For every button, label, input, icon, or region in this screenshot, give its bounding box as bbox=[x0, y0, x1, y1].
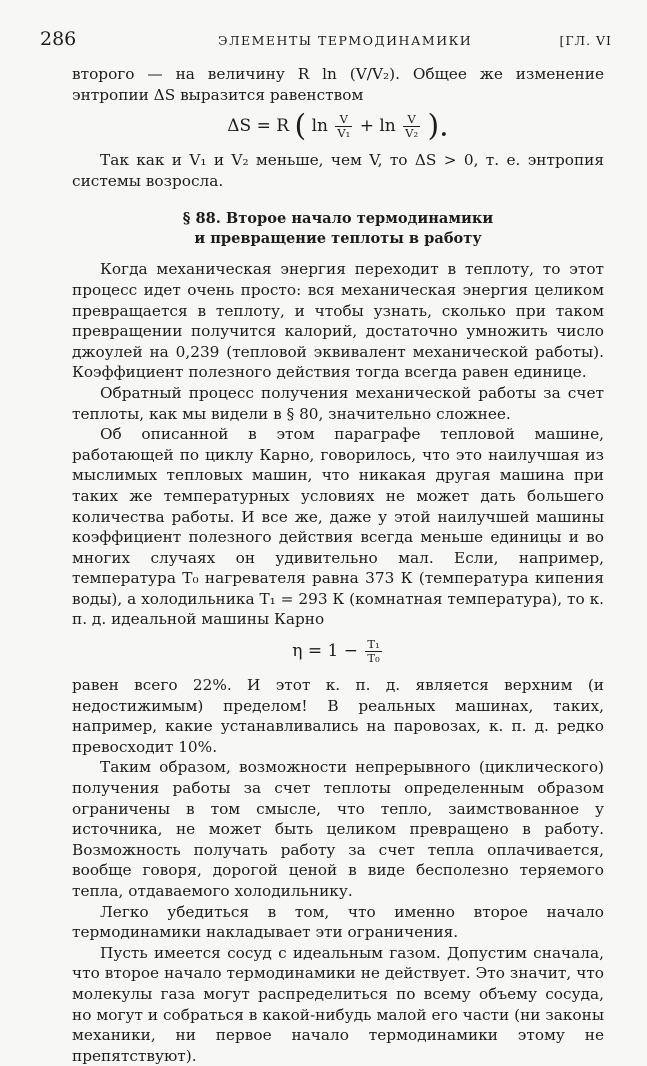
efficiency-formula bbox=[72, 638, 604, 665]
running-title: ЭЛЕМЕНТЫ ТЕРМОДИНАМИКИ bbox=[218, 33, 473, 48]
formula-open-paren: ( bbox=[294, 108, 307, 144]
paragraph-5: Таким образом, возможности непрерывного (циклического) получения работы за счет теплоты определенным образом ограничены в том смысле, что тепло, заимствованное у источника, не может быть целиком превращено в работу. Возможность получать работу за счет тепла оплачивается, вообще говоря, дорогой ценой в виде бесполезно теряемого тепла, отдаваемого холодильнику. bbox=[72, 758, 604, 900]
eta-fraction bbox=[365, 638, 381, 665]
eta-denominator: T₀ bbox=[367, 651, 380, 666]
paragraph-2: Обратный процесс получения механической работы за счет теплоты, как мы видели в § 80, значительно сложнее. bbox=[72, 383, 604, 423]
paragraph-3: Об описанной в этом параграфе тепловой машине, работающей по циклу Карно, говорилось, что это наилучшая из мыслимых тепловых машин, что никакая другая машина при таких же температурных условиях не может дать большего количества работы. И все же, даже у этой наилучшей машины коэффициент полезного действия всегда меньше единицы и во многих случаях он удивительно мал. Если, например, температура T₀ нагревателя равна 373 К (температура кипения воды), а холодильника T₁ = 293 К (комнатная температура), то к. п. д. идеальной машины Карно bbox=[72, 425, 604, 629]
fraction-1-numerator: V bbox=[335, 113, 352, 127]
paragraph-4: равен всего 22%. И этот к. п. д. является верхним (и недостижимым) пределом! В реальных машинах, таких, например, какие устанавливались на паровозах, к. п. д. редко превосходит 10%. bbox=[72, 676, 604, 756]
formula-ln1: ln bbox=[311, 116, 328, 137]
paragraph-6: Легко убедиться в том, что именно второе начало термодинамики накладывает эти ограничения. bbox=[72, 902, 604, 942]
chapter-label: [ГЛ. VI bbox=[559, 33, 612, 48]
fraction-1-denominator: V₁ bbox=[337, 126, 351, 141]
section-heading bbox=[72, 209, 604, 249]
section-heading-line-1: § 88. Второе начало термодинамики bbox=[182, 210, 494, 228]
page-number: 286 bbox=[40, 28, 77, 50]
section-heading-line-2: и превращение теплоты в работу bbox=[194, 230, 482, 248]
eta-lhs: η = 1 − bbox=[292, 641, 358, 662]
paragraph-1: Когда механическая энергия переходит в теплоту, то этот процесс идет очень просто: вся механическая энергия целиком превращается в теплоту, и чтобы узнать, сколько при таком превращении получится калорий, достаточно умножить число джоулей на 0,239 (тепловой эквивалент механической работы). Коэффициент полезного действия тогда всегда равен единице. bbox=[72, 260, 604, 382]
eta-numerator: T₁ bbox=[367, 637, 380, 652]
page-header bbox=[40, 28, 612, 50]
intro-continuation: второго — на величину R ln (V/V₂). Общее же изменение энтропии ΔS выразится равенством bbox=[72, 65, 604, 104]
fraction-2-denominator: V₂ bbox=[405, 126, 419, 141]
paragraph-7: Пусть имеется сосуд с идеальным газом. Допустим сначала, что второе начало термодинамики не действует. Это значит, что молекулы газа могут распределиться по всему объему сосуда, но могут и собраться в какой-нибудь малой его части (ни законы механики, ни первое начало термодинамики этому не препятствуют). bbox=[72, 943, 604, 1065]
entropy-formula bbox=[72, 108, 604, 144]
page-body bbox=[72, 64, 604, 1066]
formula-plus-ln: + ln bbox=[359, 116, 402, 137]
intro-conclusion: Так как и V₁ и V₂ меньше, чем V, то ΔS > 0, т. е. энтропия системы возросла. bbox=[72, 151, 604, 190]
formula-close-paren: ). bbox=[427, 108, 449, 144]
formula-fraction-1 bbox=[335, 113, 352, 140]
fraction-2-numerator: V bbox=[403, 113, 420, 127]
formula-lhs: ΔS = R bbox=[227, 116, 290, 137]
formula-fraction-2 bbox=[403, 113, 420, 140]
